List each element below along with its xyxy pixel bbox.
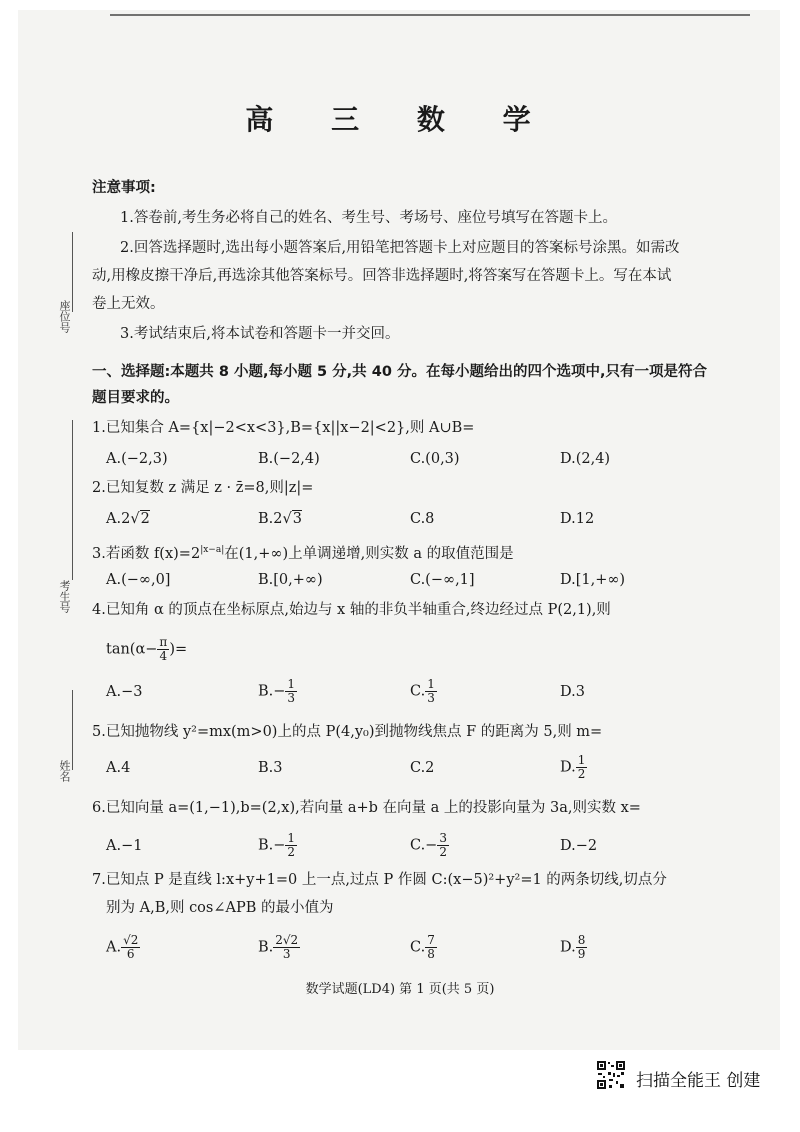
q6-option-d: D.−2 [560,838,598,854]
q4-option-a: A.−3 [106,684,143,700]
seat-label: 座位号 [58,300,71,333]
q1-option-b: B.(−2,4) [258,451,320,467]
q5-option-c: C.2 [410,760,435,776]
exam-no-line [72,420,73,580]
notice-heading: 注意事项: [92,180,156,196]
q7-option-b: B. $\frac{2√2}{3}$ [258,933,299,961]
exam-paper [18,10,780,1050]
q1-option-a: A.(−2,3) [106,451,168,467]
q4-stem-expression: tan(α− $\frac{\pi}{4}$ )= [106,635,188,663]
scanner-brand: 扫描全能王 创建 [636,1071,761,1091]
q5-option-d: D. $\frac{1}{2}$ [560,753,586,781]
notice-item-2: 2.回答选择题时,选出每小题答案后,用铅笔把答题卡上对应题目的答案标号涂黑。如需改 [120,240,680,256]
q3-stem: 3.若函数 $f(x)=2^{|x-a|}$在(1,+∞)上单调递增,则实数 a 的取值范围是 [92,545,514,562]
q3-option-b: B.[0,+∞) [258,572,323,588]
q5-option-b: B.3 [258,760,283,776]
q7-option-d: D. $\frac{8}{9}$ [560,933,586,961]
notice-item-1: 1.答卷前,考生务必将自己的姓名、考生号、考场号、座位号填写在答题卡上。 [120,210,617,226]
q4-option-b: B.− $\frac{1}{3}$ [258,677,296,705]
exam-no-label: 考生号 [58,580,71,613]
q2-option-a: A.2√2 [106,511,150,527]
q6-option-b: B.− $\frac{1}{2}$ [258,831,296,859]
page-footer: 数学试题(LD4) 第 1 页(共 5 页) [305,982,495,997]
q2-option-c: C.8 [410,511,435,527]
q2-option-d: D.12 [560,511,595,527]
q7-stem-cont: 别为 A,B,则 cos∠APB 的最小值为 [106,900,334,916]
q5-option-a: A.4 [106,760,131,776]
q4-option-d: D.3 [560,684,585,700]
q7-option-c: C. $\frac{7}{8}$ [410,933,435,961]
q4-option-c: C. $\frac{1}{3}$ [410,677,435,705]
section-heading: 一、选择题:本题共 8 小题,每小题 5 分,共 40 分。在每小题给出的四个选项中,只有一项是符合 [92,364,707,380]
name-label: 姓名 [58,760,71,782]
q3-option-d: D.[1,+∞) [560,572,626,588]
seat-line [72,232,73,312]
q7-option-a: A. $\frac{√2}{6}$ [106,933,139,961]
q6-option-c: C.− $\frac{3}{2}$ [410,831,447,859]
q5-stem: 5.已知抛物线 y²=mx(m>0)上的点 P(4,y₀)到抛物线焦点 F 的距离为 5,则 m= [92,724,603,740]
notice-item-2-cont: 动,用橡皮擦干净后,再选涂其他答案标号。回答非选择题时,将答案写在答题卡上。写在本试 [92,268,672,284]
q1-stem: 1.已知集合 A={x|−2<x<3},B={x||x−2|<2},则 A∪B= [92,420,475,436]
name-line [72,690,73,770]
notice-item-2-end: 卷上无效。 [92,296,165,312]
q2-option-b: B.2√3 [258,511,302,527]
q2-stem: 2.已知复数 z 满足 z · z̄=8,则|z|= [92,480,314,496]
q3-option-a: A.(−∞,0] [106,572,171,588]
exam-title: 高 三 数 学 [245,103,555,136]
top-border-line [110,14,750,16]
q4-stem: 4.已知角 α 的顶点在坐标原点,始边与 x 轴的非负半轴重合,终边经过点 P(2,1),则 [92,602,611,618]
section-heading-cont: 题目要求的。 [92,390,179,406]
q6-stem: 6.已知向量 a=(1,−1),b=(2,x),若向量 a+b 在向量 a 上的投影向量为 3a,则实数 x= [92,800,641,816]
q1-option-c: C.(0,3) [410,451,460,467]
qr-code-icon [596,1060,626,1090]
notice-item-3: 3.考试结束后,将本试卷和答题卡一并交回。 [120,326,400,342]
q7-stem: 7.已知点 P 是直线 l:x+y+1=0 上一点,过点 P 作圆 C:(x−5)²+y²=1 的两条切线,切点分 [92,872,667,888]
q6-option-a: A.−1 [106,838,143,854]
q3-option-c: C.(−∞,1] [410,572,475,588]
q1-option-d: D.(2,4) [560,451,611,467]
